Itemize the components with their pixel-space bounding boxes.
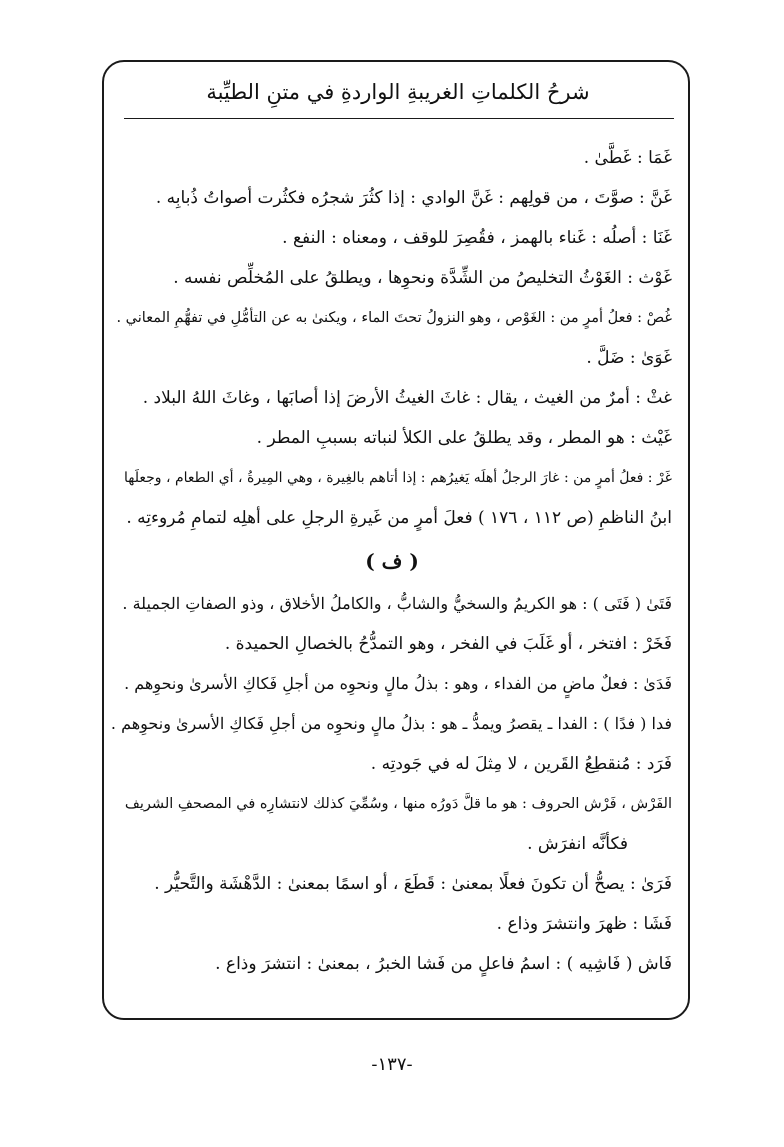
glossary-entry: فَاش ( فَاشِيه ) : اسمُ فاعلٍ من فَشا الخبرُ ، بمعنىٰ : انتشرَ وذاع . [215,954,672,974]
glossary-entry: فَرَىٰ : يصحُّ أن تكونَ فعلًا بمعنىٰ : قَطَعَ ، أو اسمًا بمعنىٰ : الدَّهْشَة والتَّحيُّر . [154,874,672,894]
glossary-entry: فَشَا : ظهرَ وانتشرَ وذاع . [496,914,672,934]
page-title: شرحُ الكلماتِ الغريبةِ الواردةِ في متنِ الطيِّبة [206,80,590,104]
glossary-entry: غَمَا : غَطَّىٰ . [583,148,672,168]
glossary-entry: فَخَرْ : افتخر ، أو غَلَبَ في الفخر ، وهو التمدُّحُ بالخصالِ الحميدة . [224,634,672,654]
glossary-entry: فَرَد : مُنقطِعُ القَرين ، لا مِثلَ له في جَودتِه . [370,754,672,774]
header-divider [124,118,674,119]
glossary-entry: غُصْ : فعلُ أمرٍ من : الغَوْص ، وهو النزولُ تحتَ الماء ، ويكنىٰ به عن التأمُّلِ في تفهُّمِ المعاني . [116,310,672,326]
glossary-body [112,138,672,984]
glossary-entry: غَيْث : هو المطر ، وقد يطلقُ على الكلأ لنباته بسببِ المطر . [256,428,672,448]
glossary-entry: غَوَىٰ : ضَلَّ . [586,348,672,368]
glossary-entry: فَتَىٰ ( فَتَى ) : هو الكريمُ والسخيُّ والشابُّ ، والكاملُ الأخلاق ، وذو الصفاتِ الجميلة . [122,594,672,613]
glossary-entry: غَنَا : أصلُه : غَناء بالهمز ، فقُصِرَ للوقف ، ومعناه : النفع . [282,228,672,248]
glossary-entry-line1: غَرْ : فعلُ أمرٍ من : غارَ الرجلُ أهلَه يَغيرُهم : إذا أتاهم بالغِيرة ، وهي المِيرةُ ، أي الطعام ، وجعلَها [124,470,672,486]
glossary-entry-line1: الفَرْش ، فَرْش الحروف : هو ما قلَّ دَورُه منها ، وسُمِّيَ كذلك لانتشارِه في المصحفِ الشريف [124,796,672,812]
section-heading-fa: ( ف ) [365,549,419,573]
glossary-entry-line2: فكأنَّه انفرَش . [527,834,628,854]
page-header [124,72,672,112]
glossary-entry: غَوْث : الغَوْثُ التخليصُ من الشِّدَّة ونحوِها ، ويطلقُ على المُخلِّص نفسه . [173,268,672,288]
page-number: -١٣٧- [371,1054,413,1075]
glossary-entry: غثْ : أمرٌ من الغيث ، يقال : غاثَ الغيثُ الأرضَ إذا أصابَها ، وغاثَ اللهُ البلاد . [142,388,672,408]
glossary-entry-line2: ابنُ الناظمِ (ص ١١٢ ، ١٧٦ ) فعلَ أمرٍ من غَيرةِ الرجلِ على أهلِه لتمامِ مُروءتِه . [126,508,672,528]
glossary-entry: فدا ( فدًا ) : الفدا ـ يقصرُ ويمدُّ ـ هو : بذلُ مالٍ ونحوِه من أجلِ فَكاكِ الأسرىٰ ونحوِهم . [110,714,672,733]
glossary-entry: فَدَىٰ : فعلٌ ماضٍ من الفداء ، وهو : بذلُ مالٍ ونحوِه من أجلِ فَكاكِ الأسرىٰ ونحوِهم . [124,674,672,693]
glossary-entry: غَنَّ : صوَّتَ ، من قولِهم : غَنَّ الوادي : إذا كثُرَ شجرُه فكثُرت أصواتُ ذُبابِه . [155,188,672,208]
